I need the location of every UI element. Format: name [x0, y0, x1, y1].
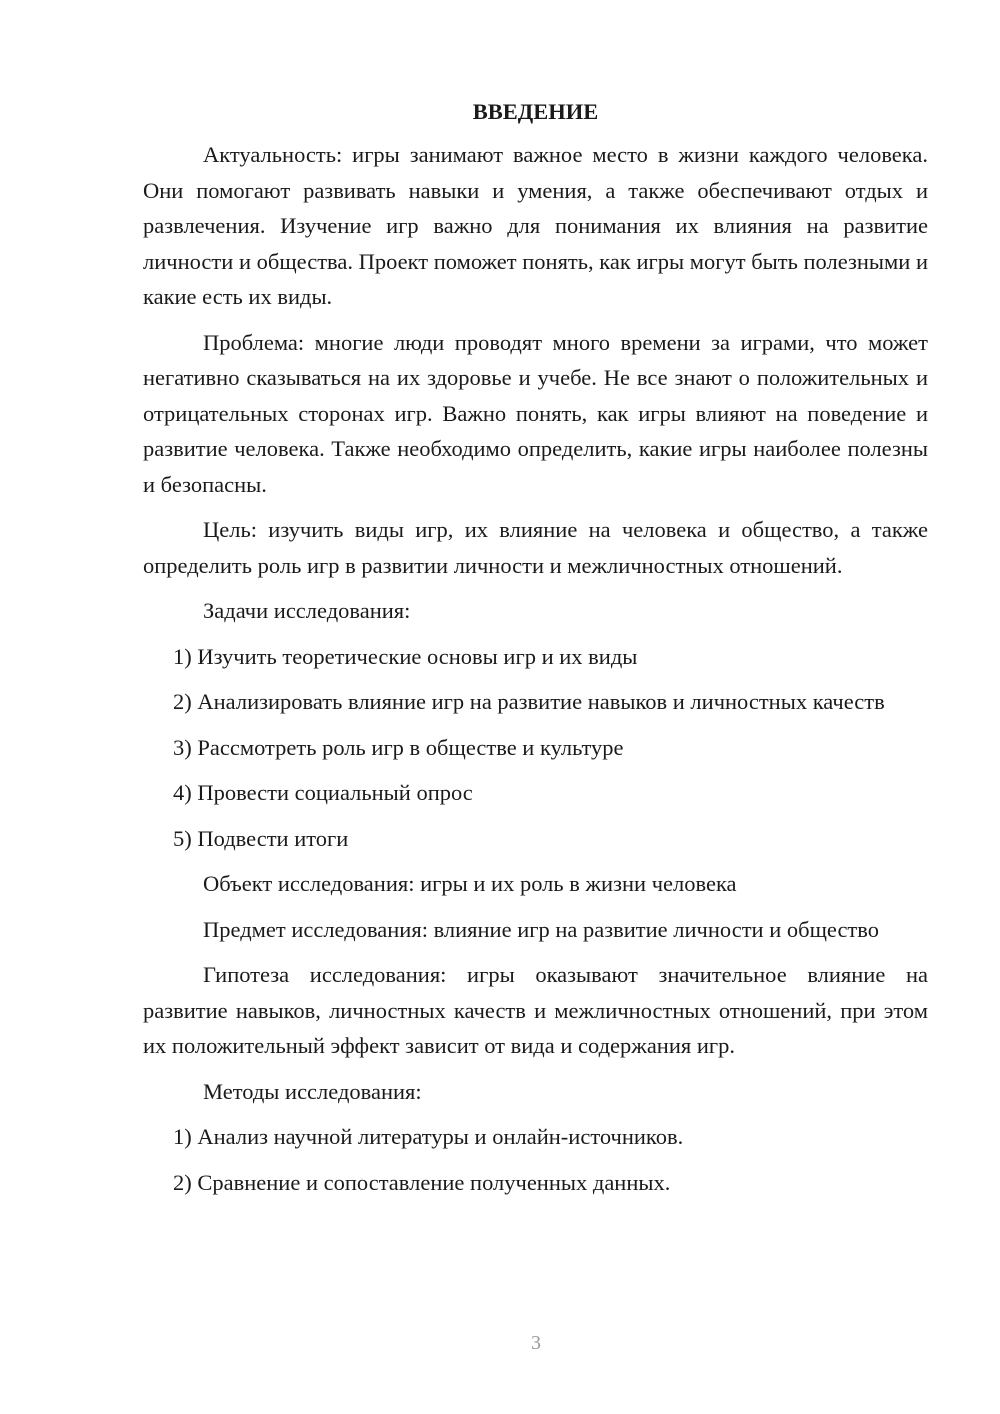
method-item: 2) Сравнение и сопоставление полученных данных. [173, 1169, 671, 1195]
goal-paragraph: Цель: изучить виды игр, их влияние на человека и общество, а также определить роль игр в развитии личности и межличностных отношений. [143, 517, 928, 578]
method-item: 1) Анализ научной литературы и онлайн-источников. [173, 1124, 684, 1149]
methods-title: Методы исследования: [203, 1078, 422, 1104]
relevance-paragraph: Актуальность: игры занимают важное место в жизни каждого человека. Они помогают развивать навыки и умения, а также обеспечивают отдых и развлечения. Изучение игр важно для понимания их влияния на развитие личности и общества. Проект поможет понять, как игры могут быть полезными и какие есть их виды. [143, 142, 928, 309]
subject-paragraph: Предмет исследования: влияние игр на развитие личности и общество [203, 916, 879, 942]
page-number: 3 [531, 1332, 541, 1354]
section-heading: ВВЕДЕНИЕ [472, 99, 599, 124]
task-item: 2) Анализировать влияние игр на развитие навыков и личностных качеств [173, 689, 885, 714]
tasks-title: Задачи исследования: [203, 598, 411, 623]
object-paragraph: Объект исследования: игры и их роль в жизни человека [203, 871, 737, 896]
task-item: 5) Подвести итоги [173, 825, 349, 851]
task-item: 3) Рассмотреть роль игр в обществе и культуре [173, 734, 624, 760]
task-item: 1) Изучить теоретические основы игр и их виды [173, 643, 638, 669]
hypothesis-paragraph: Гипотеза исследования: игры оказывают значительное влияние на развитие навыков, личностных качеств и межличностных отношений, при этом их положительный эффект зависит от вида и содержания игр. [143, 962, 928, 1058]
document-body [143, 94, 928, 1210]
task-item: 4) Провести социальный опрос [173, 780, 473, 805]
problem-paragraph: Проблема: многие люди проводят много времени за играми, что может негативно сказываться на их здоровье и учебе. Не все знают о положительных и отрицательных сторонах игр. Важно понять, как игры влияют на поведение и развитие человека. Также необходимо определить, какие игры наиболее полезны и безопасны. [143, 329, 928, 497]
